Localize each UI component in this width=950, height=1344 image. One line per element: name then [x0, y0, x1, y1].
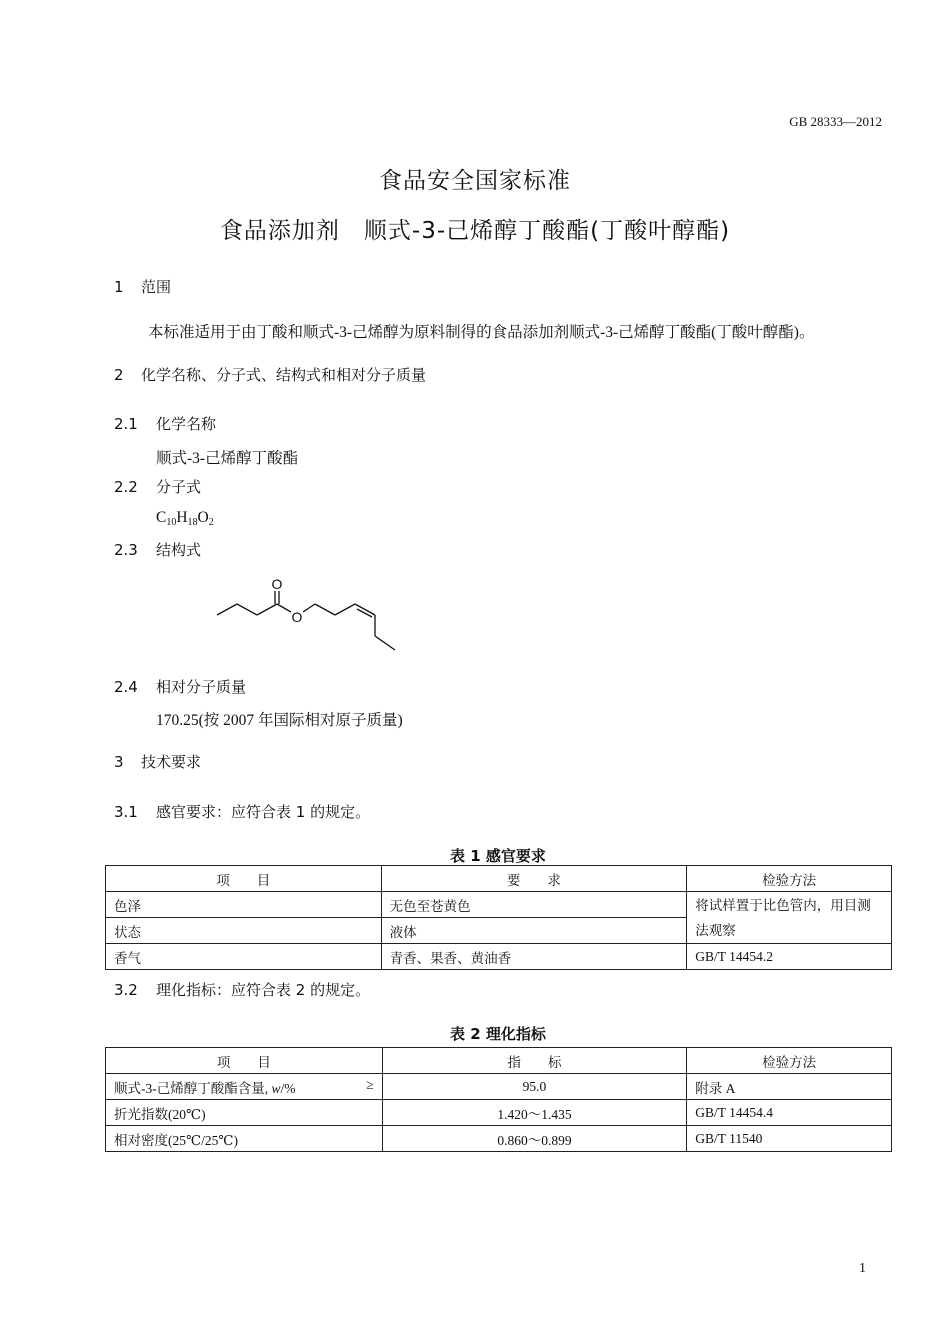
table-header-cell: 项 目 — [106, 1048, 383, 1074]
section-number: 2.2 — [114, 478, 138, 496]
standard-code: GB 28333—2012 — [789, 114, 882, 129]
table-cell-value: 1.420～1.435 — [382, 1100, 687, 1126]
table-row — [106, 892, 892, 918]
table-cell-value: 0.860～0.899 — [382, 1126, 687, 1152]
section-title: 技术要求 — [141, 753, 202, 771]
greater-equal-sign: ≥ — [366, 1076, 374, 1092]
table-2-caption: 表 2 理化指标 — [450, 1025, 546, 1043]
document-title: 食品安全国家标准 — [379, 168, 571, 194]
table-row — [106, 944, 892, 970]
chemical-name: 顺式-3-己烯醇丁酸酯 — [156, 450, 299, 467]
section-3-2-heading — [114, 979, 370, 1000]
table-cell-item: ≥ 顺式-3-己烯醇丁酸酯含量, w/% — [106, 1074, 383, 1100]
table-header-cell: 指 标 — [382, 1048, 687, 1074]
document-subtitle: 食品添加剂 顺式-3-己烯醇丁酸酯(丁酸叶醇酯) — [219, 218, 731, 244]
section-number: 3.2 — [114, 981, 138, 999]
table-1-caption: 表 1 感官要求 — [450, 847, 546, 865]
molecular-formula: $C_{10}H_{18}O_2$ — [156, 509, 214, 528]
section-title: 结构式 — [156, 541, 202, 559]
section-number: 2.4 — [114, 678, 138, 696]
table-cell-item: 折光指数(20℃) — [106, 1100, 383, 1126]
section-title: 相对分子质量 — [156, 678, 247, 696]
section-2-heading — [114, 364, 426, 385]
table-header-row — [106, 866, 892, 892]
ester-oxygen-label: O — [291, 609, 303, 625]
table-row — [106, 1100, 892, 1126]
table-row — [106, 1074, 892, 1100]
table-cell-item: 色泽 — [106, 892, 382, 918]
section-title: 理化指标：应符合表 2 的规定。 — [156, 981, 371, 999]
section-title: 感官要求：应符合表 1 的规定。 — [156, 803, 371, 821]
table-cell-method: 将试样置于比色管内，用目测 法观察 — [687, 892, 892, 944]
table-cell-value: 95.0 — [382, 1074, 687, 1100]
table-header-cell: 检验方法 — [687, 866, 892, 892]
table-cell-requirement: 青香、果香、黄油香 — [381, 944, 687, 970]
section-2-3-heading — [114, 539, 201, 560]
section-1-heading — [114, 276, 171, 297]
table-2 — [105, 1047, 892, 1152]
section-title: 化学名称、分子式、结构式和相对分子质量 — [141, 366, 427, 384]
table-cell-method: GB/T 14454.2 — [687, 944, 892, 970]
section-number: 2.3 — [114, 541, 138, 559]
table-cell-method: GB/T 11540 — [687, 1126, 892, 1152]
table-header-row — [106, 1048, 892, 1074]
table-cell-requirement: 无色至苍黄色 — [381, 892, 687, 918]
table-header-cell: 项 目 — [106, 866, 382, 892]
section-title: 分子式 — [156, 478, 202, 496]
section-3-heading — [114, 751, 201, 772]
section-2-1-heading — [114, 413, 216, 434]
table-cell-requirement: 液体 — [381, 918, 687, 944]
page-number: 1 — [859, 1261, 866, 1276]
section-title: 化学名称 — [156, 415, 217, 433]
table-cell-method: 附录 A — [687, 1074, 892, 1100]
section-number: 2 — [114, 366, 124, 384]
table-header-cell: 要 求 — [381, 866, 687, 892]
carbonyl-oxygen-label: O — [271, 576, 283, 592]
section-number: 3 — [114, 753, 124, 771]
section-2-2-heading — [114, 476, 201, 497]
table-row — [106, 1126, 892, 1152]
section-3-1-heading — [114, 801, 370, 822]
section-number: 2.1 — [114, 415, 138, 433]
table-1 — [105, 865, 892, 970]
table-cell-item: 香气 — [106, 944, 382, 970]
section-1-text: 本标准适用于由丁酸和顺式-3-己烯醇为原料制得的食品添加剂顺式-3-己烯醇丁酸酯(丁酸叶醇酯)。 — [148, 324, 815, 341]
section-number: 1 — [114, 278, 124, 296]
section-number: 3.1 — [114, 803, 138, 821]
section-title: 范围 — [141, 278, 172, 296]
table-cell-item: 相对密度(25℃/25℃) — [106, 1126, 383, 1152]
molecular-weight: 170.25(按 2007 年国际相对原子质量) — [156, 712, 403, 729]
section-2-4-heading — [114, 676, 246, 697]
structural-formula — [205, 570, 405, 660]
table-cell-method: GB/T 14454.4 — [687, 1100, 892, 1126]
table-header-cell: 检验方法 — [687, 1048, 892, 1074]
table-cell-item: 状态 — [106, 918, 382, 944]
